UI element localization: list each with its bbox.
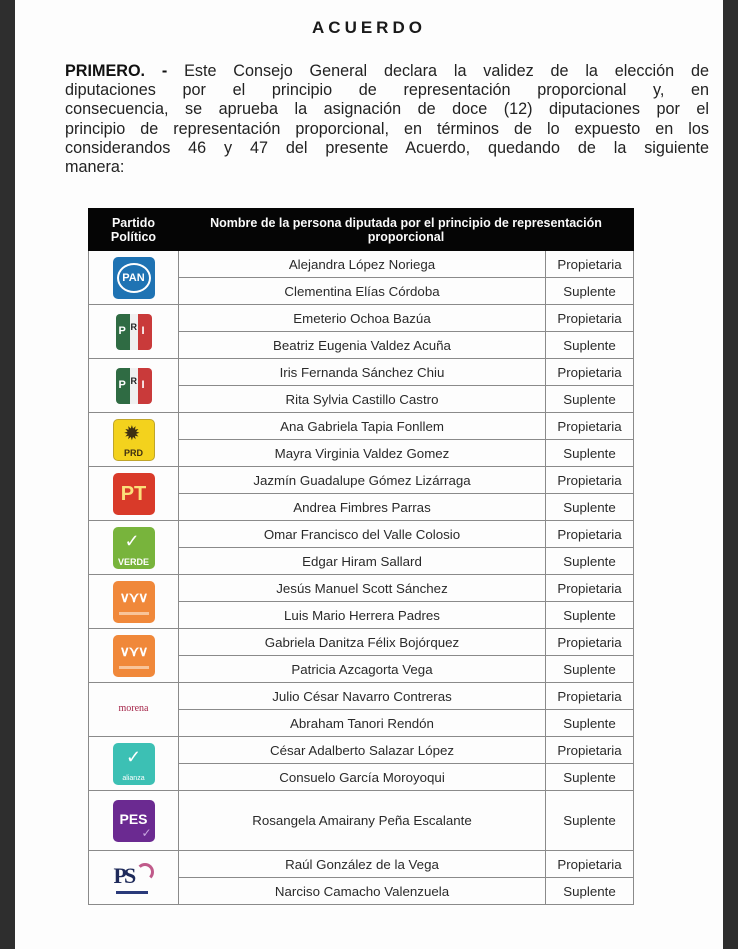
resolution-paragraph bbox=[65, 62, 709, 177]
table-row bbox=[89, 851, 634, 878]
paragraph-line: considerandos 46 y 47 del presente Acuerdo, quedando de la siguiente bbox=[65, 138, 709, 157]
party-cell bbox=[89, 251, 179, 305]
deputy-name: Jazmín Guadalupe Gómez Lizárraga bbox=[179, 467, 546, 494]
deputy-name: Iris Fernanda Sánchez Chiu bbox=[179, 359, 546, 386]
table-row bbox=[89, 791, 634, 851]
table-row bbox=[89, 683, 634, 710]
deputy-role: Suplente bbox=[546, 278, 634, 305]
header-name: Nombre de la persona diputada por el principio de representación proporcional bbox=[179, 209, 634, 251]
deputy-name: Alejandra López Noriega bbox=[179, 251, 546, 278]
deputy-role: Propietaria bbox=[546, 251, 634, 278]
pan-logo-text: PAN bbox=[117, 263, 151, 293]
nueva-alianza-logo: ✓ alianza bbox=[113, 743, 155, 785]
deputy-name: Mayra Virginia Valdez Gomez bbox=[179, 440, 546, 467]
verde-logo: ✓ VERDE bbox=[113, 527, 155, 569]
sun-icon: ✹ bbox=[123, 422, 141, 445]
party-cell bbox=[89, 791, 179, 851]
document-title: ACUERDO bbox=[312, 18, 426, 37]
deputy-role: Propietaria bbox=[546, 575, 634, 602]
deputy-role: Propietaria bbox=[546, 305, 634, 332]
paragraph-lead: PRIMERO. - bbox=[65, 62, 168, 80]
deputy-role: Suplente bbox=[546, 386, 634, 413]
deputy-role: Suplente bbox=[546, 440, 634, 467]
morena-logo: morena bbox=[118, 702, 149, 714]
eagle-icon: ∨⋎∨ bbox=[119, 642, 148, 659]
party-cell bbox=[89, 851, 179, 905]
deputy-role: Suplente bbox=[546, 791, 634, 851]
check-icon: ✓ bbox=[141, 825, 152, 840]
deputy-role: Suplente bbox=[546, 494, 634, 521]
movimiento-ciudadano-logo bbox=[113, 635, 155, 677]
party-cell bbox=[89, 683, 179, 737]
deputy-name: Clementina Elías Córdoba bbox=[179, 278, 546, 305]
deputy-name: Patricia Azcagorta Vega bbox=[179, 656, 546, 683]
party-cell bbox=[89, 359, 179, 413]
deputy-role: Suplente bbox=[546, 602, 634, 629]
paragraph-line: consecuencia, se aprueba la asignación de doce (12) diputaciones por el bbox=[65, 100, 709, 119]
deputy-name: Gabriela Danitza Félix Bojórquez bbox=[179, 629, 546, 656]
deputy-name: Narciso Camacho Valenzuela bbox=[179, 878, 546, 905]
table-header-row bbox=[89, 209, 634, 251]
table-row bbox=[89, 521, 634, 548]
paragraph-line: diputaciones por el principio de representación proporcional y, en bbox=[65, 81, 709, 100]
party-cell bbox=[89, 737, 179, 791]
deputy-name: Abraham Tanori Rendón bbox=[179, 710, 546, 737]
table-row bbox=[89, 575, 634, 602]
party-cell bbox=[89, 413, 179, 467]
deputy-name: Luis Mario Herrera Padres bbox=[179, 602, 546, 629]
deputy-role: Suplente bbox=[546, 548, 634, 575]
party-cell bbox=[89, 629, 179, 683]
header-party: Partido Político bbox=[89, 209, 179, 251]
deputy-role: Suplente bbox=[546, 710, 634, 737]
deputy-name: Emeterio Ochoa Bazúa bbox=[179, 305, 546, 332]
deputy-role: Propietaria bbox=[546, 359, 634, 386]
party-cell bbox=[89, 467, 179, 521]
movimiento-ciudadano-logo bbox=[113, 581, 155, 623]
deputy-name: Julio César Navarro Contreras bbox=[179, 683, 546, 710]
deputy-name: Consuelo García Moroyoqui bbox=[179, 764, 546, 791]
party-cell bbox=[89, 521, 179, 575]
deputy-role: Propietaria bbox=[546, 737, 634, 764]
deputy-role: Propietaria bbox=[546, 521, 634, 548]
deputy-role: Propietaria bbox=[546, 683, 634, 710]
deputy-role: Suplente bbox=[546, 656, 634, 683]
deputy-role: Propietaria bbox=[546, 851, 634, 878]
prd-logo: ✹ PRD bbox=[113, 419, 155, 461]
table-row bbox=[89, 413, 634, 440]
toucan-icon: ✓ bbox=[124, 530, 140, 551]
table-row bbox=[89, 737, 634, 764]
pes-logo: PES ✓ bbox=[113, 800, 155, 842]
deputy-name: Jesús Manuel Scott Sánchez bbox=[179, 575, 546, 602]
deputy-role: Propietaria bbox=[546, 629, 634, 656]
deputy-name: Raúl González de la Vega bbox=[179, 851, 546, 878]
deputies-table bbox=[88, 208, 634, 905]
table-row bbox=[89, 305, 634, 332]
swoosh-icon: ✓ bbox=[125, 746, 142, 767]
party-cell bbox=[89, 575, 179, 629]
deputy-name: Edgar Hiram Sallard bbox=[179, 548, 546, 575]
pt-logo: PT bbox=[113, 473, 155, 515]
paragraph-line: PRIMERO. - Este Consejo General declara la validez de la elección de bbox=[65, 62, 709, 80]
paragraph-line: principio de representación proporcional, en términos de lo expuesto en los bbox=[65, 119, 709, 138]
table-body bbox=[89, 251, 634, 905]
pri-logo: P R I bbox=[114, 364, 154, 408]
deputy-name: César Adalberto Salazar López bbox=[179, 737, 546, 764]
deputy-role: Propietaria bbox=[546, 467, 634, 494]
deputy-role: Propietaria bbox=[546, 413, 634, 440]
eagle-icon: ∨⋎∨ bbox=[119, 588, 148, 605]
deputy-role: Suplente bbox=[546, 332, 634, 359]
deputy-name: Ana Gabriela Tapia Fonllem bbox=[179, 413, 546, 440]
party-cell bbox=[89, 305, 179, 359]
deputy-name: Omar Francisco del Valle Colosio bbox=[179, 521, 546, 548]
paragraph-line: manera: bbox=[65, 157, 125, 176]
deputy-name: Andrea Fimbres Parras bbox=[179, 494, 546, 521]
pan-logo bbox=[113, 257, 155, 299]
deputy-name: Beatriz Eugenia Valdez Acuña bbox=[179, 332, 546, 359]
deputy-name: Rita Sylvia Castillo Castro bbox=[179, 386, 546, 413]
table-row bbox=[89, 251, 634, 278]
ps-logo: PS bbox=[108, 857, 160, 899]
document-page bbox=[15, 0, 723, 949]
deputy-role: Suplente bbox=[546, 878, 634, 905]
deputy-role: Suplente bbox=[546, 764, 634, 791]
deputy-name: Rosangela Amairany Peña Escalante bbox=[179, 791, 546, 851]
table-row bbox=[89, 467, 634, 494]
pri-logo: P R I bbox=[114, 310, 154, 354]
table-row bbox=[89, 359, 634, 386]
table-row bbox=[89, 629, 634, 656]
